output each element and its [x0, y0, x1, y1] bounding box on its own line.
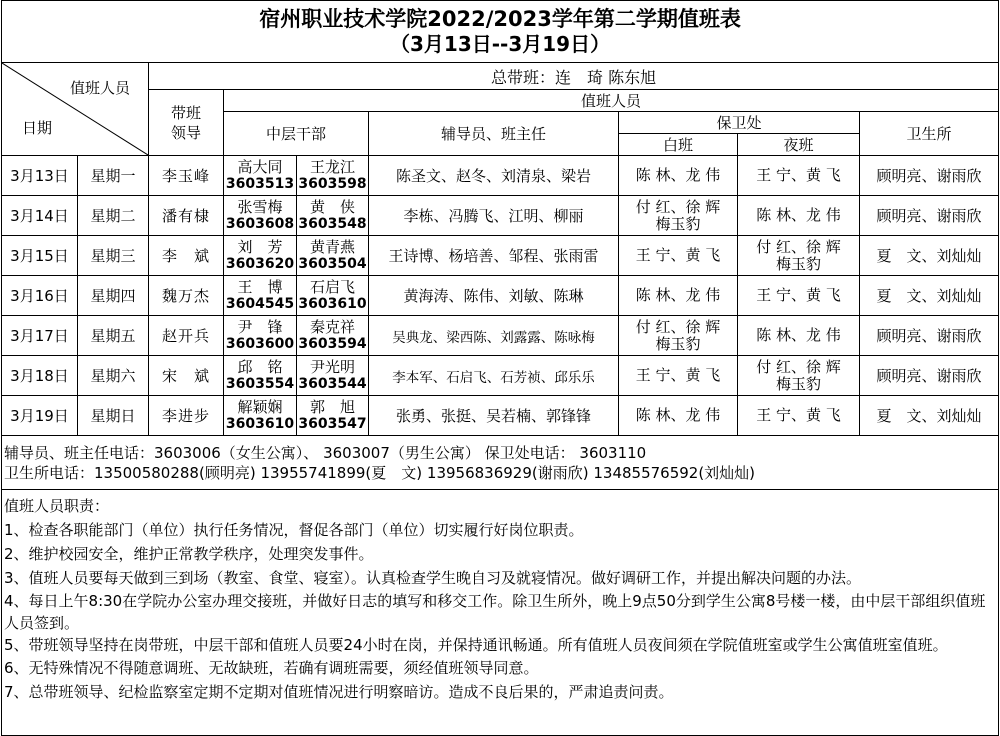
- table-row: [2, 236, 999, 276]
- shift-line: 王 宁、黄 飞: [635, 366, 721, 384]
- header-counselor: 辅导员、班主任: [369, 112, 619, 156]
- table-row: [2, 276, 999, 316]
- shift-line: 梅玉豹: [655, 334, 701, 353]
- shift-line: 付 红、徐 辉: [635, 317, 721, 336]
- shift-line: 陈 林、龙 伟: [635, 166, 721, 184]
- header-leader: 带班 领导: [149, 90, 224, 156]
- cadre-phone: 3603594: [298, 335, 367, 352]
- header-night-shift: 夜班: [738, 134, 860, 156]
- counselor-cell: 黄海涛、陈伟、刘敏、陈琳: [369, 276, 619, 316]
- night-shift-cell: [738, 316, 860, 356]
- shift-line: 陈 林、龙 伟: [756, 206, 841, 224]
- table-row: [2, 156, 999, 196]
- night-shift-cell: [738, 276, 860, 316]
- cadre-cell: [224, 356, 297, 396]
- counselor-cell: 李栋、冯腾飞、江明、柳丽: [369, 196, 619, 236]
- table-title: 宿州职业技术学院2022/2023学年第二学期值班表: [259, 7, 741, 31]
- shift-line: 付 红、徐 辉: [756, 357, 841, 376]
- shift-line: 王 宁、黄 飞: [756, 286, 841, 304]
- leader-cell: 李进步: [149, 396, 224, 436]
- cadre-name: 张雪梅: [237, 197, 283, 216]
- phones-line-2: 卫生所电话：13500580288(顾明亮) 13955741899(夏 文) 13956836929(谢雨欣) 13485576592(刘灿灿): [4, 463, 756, 482]
- shift-line: 王 宁、黄 飞: [756, 166, 841, 184]
- cadre-name: 王 博: [237, 277, 283, 296]
- table-row: [2, 396, 999, 436]
- leader-cell: 李玉峰: [149, 156, 224, 196]
- date-cell: 3月19日: [2, 396, 78, 436]
- weekday-cell: 星期四: [78, 276, 149, 316]
- counselor-cell: 吴典龙、梁西陈、刘露露、陈咏梅: [369, 316, 619, 356]
- cadre-name: 尹光明: [309, 357, 355, 376]
- weekday-cell: 星期二: [78, 196, 149, 236]
- cadre-name: 王龙江: [309, 157, 355, 176]
- night-shift-cell: [738, 156, 860, 196]
- cadre-cell: [297, 236, 369, 276]
- cadre-cell: [224, 236, 297, 276]
- cadre-name: 尹 锋: [237, 317, 283, 336]
- date-cell: 3月15日: [2, 236, 78, 276]
- shift-line: 梅玉豹: [775, 374, 821, 393]
- table-row: [2, 196, 999, 236]
- cadre-cell: [297, 396, 369, 436]
- header-clinic: 卫生所: [860, 112, 999, 156]
- cadre-name: 刘 芳: [237, 237, 283, 256]
- phone-info-cell: [2, 436, 999, 490]
- cadre-name: 解颖娴: [237, 397, 283, 416]
- day-shift-cell: [619, 276, 738, 316]
- cadre-name: 黄青燕: [309, 237, 355, 256]
- leader-cell: 潘有棣: [149, 196, 224, 236]
- cadre-phone: 3603548: [298, 215, 367, 232]
- cadre-cell: [224, 316, 297, 356]
- cadre-name: 高大同: [237, 157, 283, 176]
- cadre-cell: [297, 316, 369, 356]
- shift-line: 王 宁、黄 飞: [756, 406, 841, 424]
- table-row: [2, 356, 999, 396]
- cadre-phone: 3603544: [298, 375, 367, 392]
- header-day-shift: 白班: [619, 134, 738, 156]
- duty-item: 6、无特殊情况不得随意调班、无故缺班，若确有调班需要，须经值班领导同意。: [4, 659, 539, 677]
- shift-line: 付 红、徐 辉: [756, 237, 841, 256]
- leader-cell: 李 斌: [149, 236, 224, 276]
- shift-line: 梅玉豹: [655, 214, 701, 233]
- header-mid-cadre: 中层干部: [224, 112, 369, 156]
- cadre-phone: 3603598: [298, 175, 367, 192]
- shift-line: 付 红、徐 辉: [635, 197, 721, 216]
- duty-item: 2、维护校园安全，维护正常教学秩序，处理突发事件。: [4, 545, 374, 563]
- leader-cell: 赵开兵: [149, 316, 224, 356]
- weekday-cell: 星期三: [78, 236, 149, 276]
- cadre-phone: 3604545: [225, 295, 295, 312]
- day-shift-cell: [619, 156, 738, 196]
- duty-item: 3、值班人员要每天做到三到场（教室、食堂、寝室）。认真检查学生晚自习及就寝情况。做好调研工作，并提出解决问题的办法。: [4, 569, 862, 587]
- cadre-phone: 3603610: [225, 415, 295, 432]
- diagonal-header: [2, 63, 149, 156]
- shift-line: 梅玉豹: [775, 254, 821, 273]
- night-shift-cell: [738, 236, 860, 276]
- duties-title: 值班人员职责：: [4, 497, 110, 515]
- date-cell: 3月14日: [2, 196, 78, 236]
- header-duty-staff: 值班人员: [69, 79, 130, 97]
- date-cell: 3月17日: [2, 316, 78, 356]
- day-shift-cell: [619, 396, 738, 436]
- cadre-phone: 3603608: [225, 215, 295, 232]
- cadre-name: 秦克祥: [309, 317, 355, 336]
- duty-item: 1、检查各职能部门（单位）执行任务情况，督促各部门（单位）切实履行好岗位职责。: [4, 521, 584, 539]
- night-shift-cell: [738, 356, 860, 396]
- cadre-cell: [297, 276, 369, 316]
- weekday-cell: 星期一: [78, 156, 149, 196]
- clinic-cell: 顾明亮、谢雨欣: [860, 356, 999, 396]
- weekday-cell: 星期五: [78, 316, 149, 356]
- table-subtitle: （3月13日--3月19日）: [389, 32, 611, 56]
- counselor-cell: 王诗博、杨培善、邹程、张雨雷: [369, 236, 619, 276]
- cadre-phone: 3603554: [225, 375, 295, 392]
- leader-cell: 魏万杰: [149, 276, 224, 316]
- weekday-cell: 星期六: [78, 356, 149, 396]
- phones-line-1: 辅导员、班主任电话：3603006（女生公寓）、 3603007（男生公寓） 保卫处电话： 3603110: [4, 443, 647, 462]
- clinic-cell: 顾明亮、谢雨欣: [860, 196, 999, 236]
- header-security: 保卫处: [619, 112, 860, 134]
- leader-cell: 宋 斌: [149, 356, 224, 396]
- shift-line: 王 宁、黄 飞: [635, 246, 721, 264]
- cadre-name: 黄 侠: [309, 197, 355, 216]
- duty-table: [1, 0, 999, 736]
- night-shift-cell: [738, 396, 860, 436]
- cadre-name: 郭 旭: [309, 397, 355, 416]
- clinic-cell: 顾明亮、谢雨欣: [860, 156, 999, 196]
- cadre-phone: 3603600: [225, 335, 295, 352]
- counselor-cell: 陈圣文、赵冬、刘清泉、梁岩: [369, 156, 619, 196]
- general-duty-cell: 总带班：连 琦 陈东旭: [149, 63, 999, 90]
- cadre-cell: [297, 196, 369, 236]
- title-cell: [2, 1, 999, 63]
- day-shift-cell: [619, 316, 738, 356]
- night-shift-cell: [738, 196, 860, 236]
- duty-item: 5、带班领导坚持在岗带班，中层干部和值班人员要24小时在岗，并保持通讯畅通。所有值班人员夜间须在学院值班室或学生公寓值班室值班。: [4, 636, 948, 654]
- cadre-cell: [297, 356, 369, 396]
- clinic-cell: 夏 文、刘灿灿: [860, 396, 999, 436]
- cadre-name: 邱 铭: [237, 357, 283, 376]
- date-cell: 3月18日: [2, 356, 78, 396]
- cadre-phone: 3603504: [298, 255, 367, 272]
- duty-item: 4、每日上午8:30在学院办公室办理交接班，并做好日志的填写和移交工作。除卫生所外，晚上9点50分到学生公寓8号楼一楼，由中层干部组织值班人员签到。: [4, 592, 986, 632]
- clinic-cell: 夏 文、刘灿灿: [860, 236, 999, 276]
- cadre-phone: 3603513: [225, 175, 295, 192]
- table-row: [2, 316, 999, 356]
- counselor-cell: 张勇、张挺、吴若楠、郭锋锋: [369, 396, 619, 436]
- duties-cell: [2, 490, 999, 736]
- day-shift-cell: [619, 196, 738, 236]
- shift-line: 陈 林、龙 伟: [635, 406, 721, 424]
- header-duty-staff-2: 值班人员: [224, 90, 999, 112]
- day-shift-cell: [619, 236, 738, 276]
- day-shift-cell: [619, 356, 738, 396]
- cadre-cell: [224, 196, 297, 236]
- weekday-cell: 星期日: [78, 396, 149, 436]
- cadre-phone: 3603547: [298, 415, 367, 432]
- cadre-cell: [224, 276, 297, 316]
- date-cell: 3月16日: [2, 276, 78, 316]
- date-cell: 3月13日: [2, 156, 78, 196]
- cadre-cell: [224, 396, 297, 436]
- counselor-cell: 李本军、石启飞、石芳祯、邱乐乐: [369, 356, 619, 396]
- header-date: 日期: [22, 119, 53, 137]
- clinic-cell: 夏 文、刘灿灿: [860, 276, 999, 316]
- shift-line: 陈 林、龙 伟: [756, 326, 841, 344]
- clinic-cell: 顾明亮、谢雨欣: [860, 316, 999, 356]
- cadre-cell: [224, 156, 297, 196]
- cadre-phone: 3603610: [298, 295, 367, 312]
- cadre-cell: [297, 156, 369, 196]
- cadre-name: 石启飞: [309, 277, 355, 296]
- cadre-phone: 3603620: [225, 255, 295, 272]
- shift-line: 陈 林、龙 伟: [635, 286, 721, 304]
- duty-item: 7、总带班领导、纪检监察室定期不定期对值班情况进行明察暗访。造成不良后果的，严肃追责问责。: [4, 683, 674, 701]
